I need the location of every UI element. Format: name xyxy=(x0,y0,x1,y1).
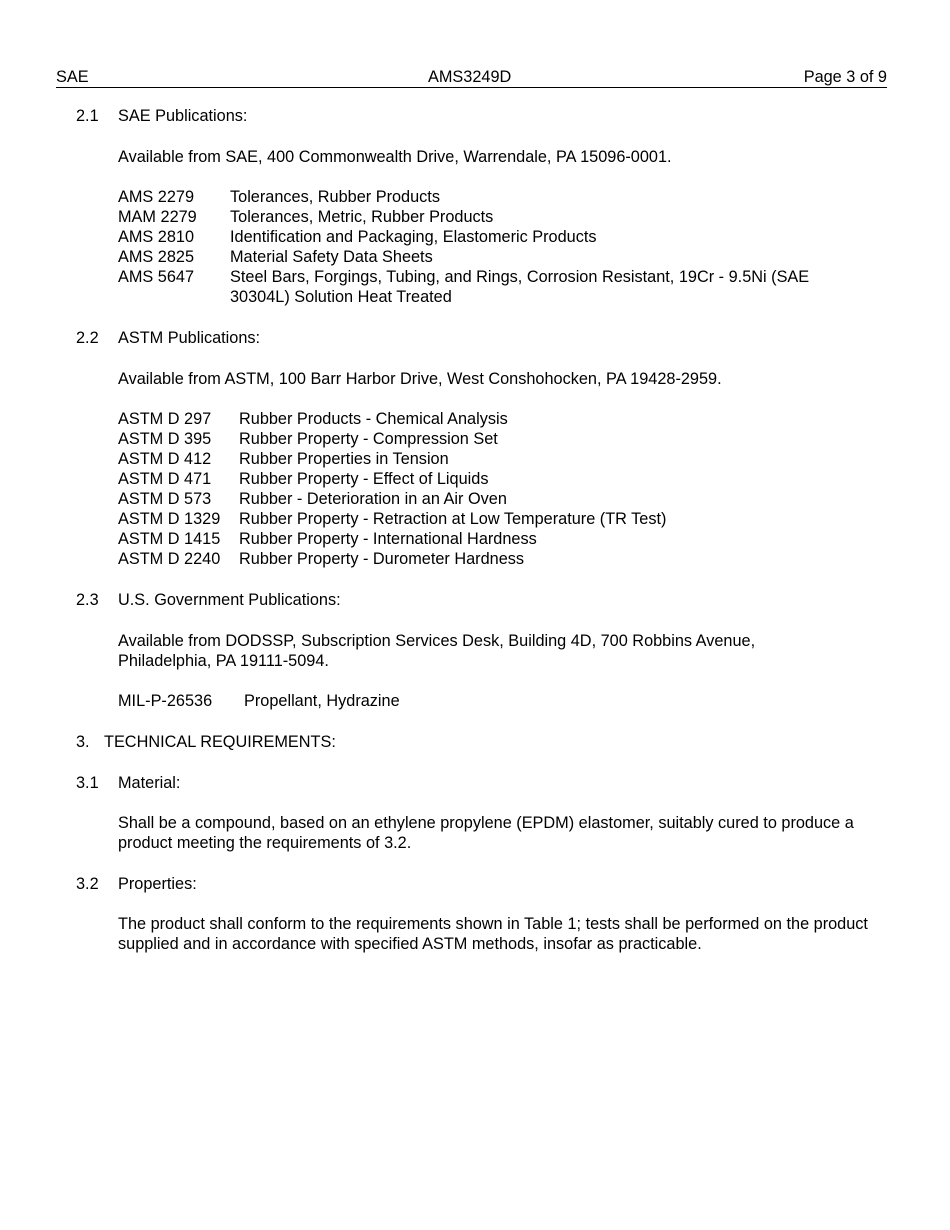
ref-code: ASTM D 573 xyxy=(118,490,212,508)
section-number: 2.2 xyxy=(76,329,99,347)
ref-title: Rubber Property - Compression Set xyxy=(239,430,498,448)
section-title: Material: xyxy=(118,774,181,792)
section-title: TECHNICAL REQUIREMENTS: xyxy=(104,733,336,751)
ref-code: ASTM D 2240 xyxy=(118,550,221,568)
page-header xyxy=(56,68,887,88)
ref-code: AMS 5647 xyxy=(118,268,195,286)
section-body: The product shall conform to the requirements shown in Table 1; tests shall be performed on the product supplied and in accordance with specified ASTM methods, insofar as practicable. xyxy=(118,915,868,954)
availability-text: Available from SAE, 400 Commonwealth Drive, Warrendale, PA 15096-0001. xyxy=(118,148,672,166)
ref-code: ASTM D 297 xyxy=(118,410,212,428)
header-page-number: Page 3 of 9 xyxy=(803,68,887,86)
section-number: 3.1 xyxy=(76,774,99,792)
ref-title: Steel Bars, Forgings, Tubing, and Rings, Corrosion Resistant, 19Cr - 9.5Ni (SAE 30304L) Solution Heat Treated xyxy=(230,268,810,307)
ref-title: Rubber Products - Chemical Analysis xyxy=(239,410,508,428)
ref-code: MIL-P-26536 xyxy=(118,692,213,710)
ref-title: Identification and Packaging, Elastomeric Products xyxy=(230,228,597,246)
ref-title: Rubber Property - Retraction at Low Temperature (TR Test) xyxy=(239,510,667,528)
section-title: ASTM Publications: xyxy=(118,329,261,347)
ref-code: AMS 2810 xyxy=(118,228,195,246)
ref-code: ASTM D 1329 xyxy=(118,510,221,528)
ref-code: ASTM D 1415 xyxy=(118,530,221,548)
ref-title: Rubber Property - International Hardness xyxy=(239,530,537,548)
ref-title: Rubber Properties in Tension xyxy=(239,450,449,468)
section-title: Properties: xyxy=(118,875,197,893)
section-number: 2.1 xyxy=(76,107,99,125)
section-title: SAE Publications: xyxy=(118,107,248,125)
ref-title: Propellant, Hydrazine xyxy=(244,692,400,710)
section-body: Shall be a compound, based on an ethylene propylene (EPDM) elastomer, suitably cured to produce a product meeting the requirements of 3.2. xyxy=(118,814,854,853)
section-number: 2.3 xyxy=(76,591,99,609)
section-number: 3. xyxy=(76,733,90,751)
ref-code: AMS 2825 xyxy=(118,248,195,266)
ref-code: ASTM D 412 xyxy=(118,450,212,468)
ref-code: ASTM D 395 xyxy=(118,430,212,448)
availability-text: Available from ASTM, 100 Barr Harbor Drive, West Conshohocken, PA 19428-2959. xyxy=(118,370,722,388)
ref-title: Rubber Property - Durometer Hardness xyxy=(239,550,525,568)
section-title: U.S. Government Publications: xyxy=(118,591,341,609)
ref-title: Tolerances, Rubber Products xyxy=(230,188,440,206)
ref-code: ASTM D 471 xyxy=(118,470,212,488)
ref-code: MAM 2279 xyxy=(118,208,197,226)
section-number: 3.2 xyxy=(76,875,99,893)
ref-title: Rubber - Deterioration in an Air Oven xyxy=(239,490,507,508)
header-doc-number: AMS3249D xyxy=(428,68,512,86)
header-org: SAE xyxy=(56,68,89,86)
ref-title: Material Safety Data Sheets xyxy=(230,248,433,266)
ref-title: Rubber Property - Effect of Liquids xyxy=(239,470,489,488)
ref-title: Tolerances, Metric, Rubber Products xyxy=(230,208,494,226)
ref-code: AMS 2279 xyxy=(118,188,195,206)
availability-text: Available from DODSSP, Subscription Services Desk, Building 4D, 700 Robbins Avenue, Philadelphia, PA 19111-5094. xyxy=(118,632,756,671)
